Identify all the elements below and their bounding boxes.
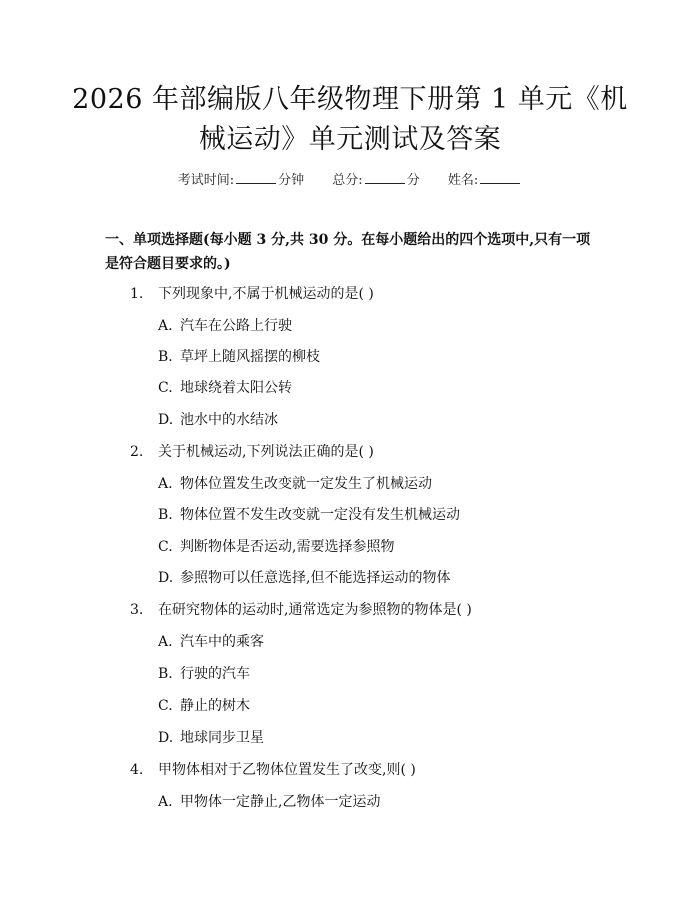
question-3: [130, 599, 472, 619]
option-letter: A.: [158, 476, 173, 492]
student-name: [448, 169, 522, 188]
option-text: 地球同步卫星: [180, 730, 264, 746]
option-text: 物体位置发生改变就一定发生了机械运动: [180, 476, 432, 492]
option-text: 地球绕着太阳公转: [180, 380, 292, 396]
question-1-option-d: [158, 409, 278, 429]
student-name-label: 姓名:: [447, 173, 479, 188]
option-letter: D.: [158, 730, 174, 746]
option-text: 物体位置不发生改变就一定没有发生机械运动: [180, 507, 460, 523]
question-number: 2.: [130, 444, 144, 460]
option-text: 汽车在公路上行驶: [180, 318, 292, 334]
total-score-label: 总分:: [332, 173, 363, 188]
section-heading: [105, 228, 605, 276]
option-letter: B.: [158, 349, 173, 365]
option-letter: C.: [158, 698, 173, 714]
option-letter: B.: [158, 507, 173, 523]
section-heading-line-1: 一、单项选择题(每小题 3 分,共 30 分。在每小题给出的四个选项中,只有一项: [105, 232, 591, 248]
exam-time-blank: [236, 171, 276, 184]
question-3-option-d: [158, 727, 264, 747]
question-1: [130, 283, 374, 303]
title-line-1: 2026 年部编版八年级物理下册第 1 单元《机: [72, 84, 628, 115]
question-2-option-d: [158, 567, 450, 587]
option-letter: C.: [158, 539, 173, 555]
total-score-blank: [365, 171, 405, 184]
option-text: 草坪上随风摇摆的柳枝: [180, 349, 320, 365]
option-text: 甲物体一定静止,乙物体一定运动: [180, 794, 381, 810]
question-1-option-b: [158, 346, 320, 366]
question-number: 1.: [130, 286, 144, 302]
option-letter: A.: [158, 318, 173, 334]
option-letter: D.: [158, 570, 174, 586]
question-text: 在研究物体的运动时,通常选定为参照物的物体是( ): [158, 602, 472, 618]
option-text: 池水中的水结冰: [180, 412, 278, 428]
question-1-option-a: [158, 315, 292, 335]
question-2-option-b: [158, 504, 460, 524]
exam-time: [178, 169, 304, 188]
question-text: 甲物体相对于乙物体位置发生了改变,则( ): [158, 762, 416, 778]
question-text: 关于机械运动,下列说法正确的是( ): [158, 444, 374, 460]
option-letter: A.: [158, 634, 173, 650]
question-2-option-a: [158, 473, 432, 493]
question-text: 下列现象中,不属于机械运动的是( ): [158, 286, 374, 302]
option-letter: C.: [158, 380, 173, 396]
student-name-blank: [480, 171, 520, 184]
question-3-option-c: [158, 695, 250, 715]
question-number: 4.: [130, 762, 144, 778]
question-2: [130, 441, 374, 461]
title-line-2: 械运动》单元测试及答案: [198, 124, 502, 155]
exam-time-unit: 分钟: [278, 173, 305, 188]
option-text: 判断物体是否运动,需要选择参照物: [180, 539, 395, 555]
option-text: 汽车中的乘客: [180, 634, 264, 650]
option-letter: A.: [158, 794, 173, 810]
total-score-unit: 分: [406, 173, 420, 188]
option-letter: D.: [158, 412, 174, 428]
question-4: [130, 759, 416, 779]
question-3-option-a: [158, 631, 264, 651]
question-3-option-b: [158, 663, 250, 683]
option-text: 静止的树木: [180, 698, 250, 714]
option-text: 行驶的汽车: [180, 666, 250, 682]
section-heading-line-2: 是符合题目要求的。): [105, 256, 231, 272]
exam-time-label: 考试时间:: [177, 173, 235, 188]
document-title: [60, 80, 640, 160]
option-text: 参照物可以任意选择,但不能选择运动的物体: [180, 570, 451, 586]
question-2-option-c: [158, 536, 394, 556]
option-letter: B.: [158, 666, 173, 682]
question-number: 3.: [130, 602, 144, 618]
exam-info: [0, 169, 700, 188]
total-score: [332, 169, 419, 188]
question-1-option-c: [158, 377, 292, 397]
question-4-option-a: [158, 791, 380, 811]
